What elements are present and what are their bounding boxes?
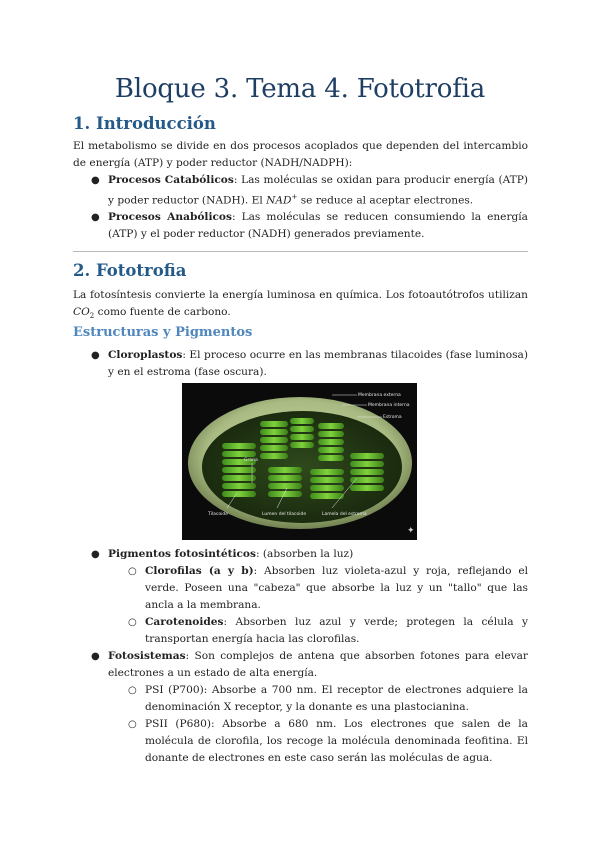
fototrofia-text-b: como fuente de carbono.: [94, 306, 231, 318]
circle-bullet-icon: ○: [128, 617, 137, 628]
list-item-clorofilas: [145, 563, 528, 614]
term-anabolicos: Procesos Anabólicos: [108, 211, 232, 223]
fototrofia-text-a: La fotosíntesis convierte la energía luminosa en química. Los fotoautótrofos utilizan: [73, 289, 528, 301]
list-item-pigmentos: [108, 546, 528, 563]
text-anabolicos: : Las moléculas se reducen consumiendo la energía (ATP) y el poder reductor (NADH) generados previamente.: [108, 211, 528, 240]
section-heading-introduccion: 1. Introducción: [73, 114, 216, 133]
chloroplast-illustration: [182, 383, 417, 540]
text-catabolicos-end: se reduce al aceptar electrones.: [297, 194, 474, 207]
bullet-icon: ●: [91, 549, 100, 560]
bullet-icon: ●: [91, 350, 100, 361]
term-pigmentos: Pigmentos fotosintéticos: [108, 548, 256, 560]
text-clorofilas: : Absorben luz violeta-azul y roja, reflejando el verde. Poseen una "cabeza" que absorbe la luz y un "tallo" que las ancla a la membrana.: [145, 565, 528, 611]
list-item-catabolicos: [108, 172, 528, 210]
term-carotenoides: Carotenoides: [145, 616, 224, 628]
list-item-anabolicos: [108, 209, 528, 243]
text-cloroplastos: : El proceso ocurre en las membranas tilacoides (fase luminosa) y en el estroma (fase oscura).: [108, 349, 528, 378]
label-lumen: Lumen del tilacoide: [262, 512, 307, 517]
co2-subscript: 2: [89, 312, 95, 321]
list-item-carotenoides: [145, 614, 528, 648]
sparkle-icon: ✦: [407, 526, 415, 536]
circle-bullet-icon: ○: [128, 719, 137, 730]
section-heading-fototrofia: 2. Fototrofia: [73, 261, 187, 280]
text-pigmentos: : (absorben la luz): [255, 548, 354, 560]
page-title: Bloque 3. Tema 4. Fototrofia: [114, 74, 486, 104]
term-cloroplastos: Cloroplastos: [108, 349, 183, 361]
bullet-icon: ●: [91, 212, 100, 223]
label-tilacoide: Tilacoide: [208, 512, 228, 517]
label-grana: Grana: [244, 458, 258, 463]
list-item-psii: PSII (P680): Absorbe a 680 nm. Los electrones que salen de la molécula de clorofila, los recoge la molécula denominada feofitina. El donante de electrones en este caso serán las moléculas de agua.: [145, 718, 528, 764]
nad-superscript: +: [291, 193, 298, 201]
term-clorofilas: Clorofilas (a y b): [145, 565, 254, 577]
list-item-cloroplastos: [108, 347, 528, 381]
bullet-icon: ●: [91, 651, 100, 662]
fototrofia-paragraph: [73, 287, 528, 325]
nad-symbol: NAD: [266, 194, 292, 207]
co2-symbol: CO: [73, 306, 90, 318]
list-item-fotosistemas: [108, 648, 528, 682]
intro-paragraph: El metabolismo se divide en dos procesos acoplados que dependen del intercambio de energía (ATP) y poder reductor (NADH/NADPH):: [73, 140, 528, 169]
bullet-icon: ●: [91, 175, 100, 186]
list-item-psi: PSI (P700): Absorbe a 700 nm. El receptor de electrones adquiere la denominación X receptor, y la donante es una plastocianina.: [145, 684, 528, 713]
chloroplast-image: [182, 383, 417, 540]
term-fotosistemas: Fotosistemas: [108, 650, 186, 662]
label-lamela: Lamela del estroma: [322, 512, 367, 517]
circle-bullet-icon: ○: [128, 566, 137, 577]
term-catabolicos: Procesos Catabólicos: [108, 174, 234, 186]
circle-bullet-icon: ○: [128, 685, 137, 696]
text-fotosistemas: : Son complejos de antena que absorben fotones para elevar electrones a un estado de alta energía.: [108, 650, 528, 679]
text-catabolicos: : Las moléculas se oxidan para producir energía (ATP) y poder reductor (NADH). El: [108, 174, 528, 207]
label-estroma: Estroma: [383, 415, 402, 420]
text-carotenoides: : Absorben luz azul y verde; protegen la célula y transportan energía hacia las clorofilas.: [145, 616, 528, 645]
subheading-estructuras: Estructuras y Pigmentos: [73, 325, 253, 340]
label-membrana-externa: Membrana externa: [358, 393, 401, 398]
label-membrana-interna: Membrana interna: [368, 403, 410, 408]
horizontal-divider: [73, 251, 528, 252]
